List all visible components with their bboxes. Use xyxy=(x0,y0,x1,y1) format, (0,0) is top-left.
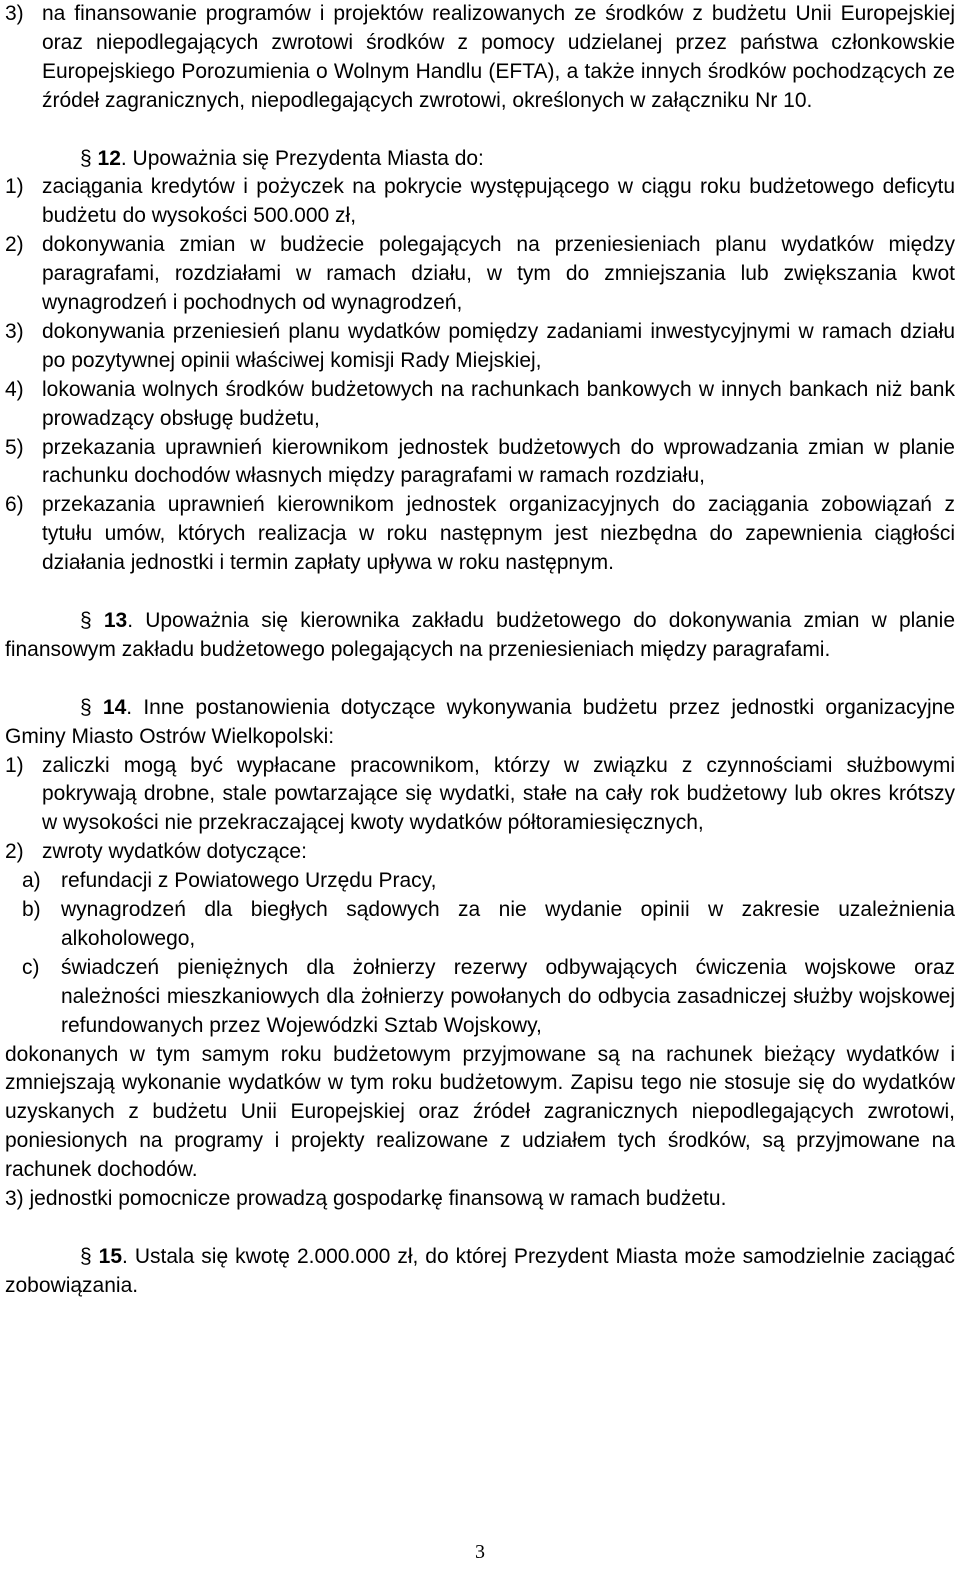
list-item xyxy=(5,231,955,318)
subitem-letter: b) xyxy=(22,898,41,922)
item-number: 6) xyxy=(5,493,24,517)
section-intro: . Upoważnia się Prezydenta Miasta do: xyxy=(120,146,484,170)
item-number: 3) xyxy=(5,2,24,25)
section-number: 12 xyxy=(97,146,121,170)
item-text: lokowania wolnych środków budżetowych na rachunkach bankowych w innych bankach niż bank prowadzący obsługę budżetu, xyxy=(42,377,955,430)
section-mark: § xyxy=(80,609,104,632)
subitem-letter: c) xyxy=(22,955,40,979)
item-number: 2) xyxy=(5,840,24,864)
item-text: zaciągania kredytów i pożyczek na pokrycie występującego w ciągu roku budżetowego deficytu budżetu do wysokości 500.000 zł, xyxy=(42,175,955,228)
subitem-text: refundacji z Powiatowego Urzędu Pracy, xyxy=(61,869,437,893)
list-item xyxy=(5,0,955,116)
section-13-paragraph xyxy=(5,607,955,665)
section-14-item-3: 3) jednostki pomocnicze prowadzą gospodarkę finansową w ramach budżetu. xyxy=(5,1187,727,1211)
item-number: 5) xyxy=(5,435,24,459)
item-number: 1) xyxy=(5,175,24,199)
section-mark: § xyxy=(80,695,103,719)
subitem-text: wynagrodzeń dla biegłych sądowych za nie wydanie opinii w zakresie uzależnienia alkoholowego, xyxy=(61,898,955,950)
section-text: . Upoważnia się kierownika zakładu budżetowego do dokonywania zmian w planie finansowym zakładu budżetowego polegających na przeniesieniach między paragrafami. xyxy=(5,609,955,661)
list-item xyxy=(5,491,955,578)
section-mark: § xyxy=(80,1244,99,1268)
list-item xyxy=(5,434,955,492)
sub-list-item xyxy=(22,867,955,896)
sub-list-item xyxy=(22,954,955,1041)
section-text: . Ustala się kwotę 2.000.000 zł, do której Prezydent Miasta może samodzielnie zaciągać zobowiązania. xyxy=(5,1244,955,1297)
item-text: przekazania uprawnień kierownikom jednostek organizacyjnych do zaciągania zobowiązań z tytułu umów, których realizacja w roku następnym jest niezbędna do zapewnienia ciągłości działania jednostki i termin zapłaty upływa w roku następnym. xyxy=(42,493,955,575)
section-intro: . Inne postanowienia dotyczące wykonywania budżetu przez jednostki organizacyjne Gminy Miasto Ostrów Wielkopolski: xyxy=(5,695,955,748)
item-number: 1) xyxy=(5,753,24,777)
section-mark: § xyxy=(80,146,98,170)
list-item xyxy=(5,752,955,839)
page-number: 3 xyxy=(475,1541,485,1563)
item-text: przekazania uprawnień kierownikom jednostek budżetowych do wprowadzania zmian w planie rachunku dochodów własnych między paragrafami w ramach rozdziału, xyxy=(42,435,955,488)
item-number: 4) xyxy=(5,377,24,401)
item-text: dokonywania przeniesień planu wydatków pomiędzy zadaniami inwestycyjnymi w ramach działu po pozytywnej opinii właściwej komisji Rady Miejskiej, xyxy=(42,319,955,372)
subitem-letter: a) xyxy=(22,869,41,893)
item-number: 3) xyxy=(5,319,24,343)
sub-list-item xyxy=(22,896,955,954)
section-number: 15 xyxy=(98,1244,123,1268)
section-14-heading xyxy=(5,694,955,752)
item-text: zaliczki mogą być wypłacane pracownikom, którzy w związku z czynnościami służbowymi pokrywają drobne, stale powtarzające się wydatki, stałe na cały rok budżetowy lub okres krótszy w wysokości nie przekraczającej kwoty wydatków półtoramiesięcznych, xyxy=(42,753,955,835)
section-15-paragraph xyxy=(5,1243,955,1301)
item-text: na finansowanie programów i projektów realizowanych ze środków z budżetu Unii Europejskiej oraz niepodlegających zwrotowi środków z pomocy udzielanej przez państwa członkowskie Europejskiego Porozumienia o Wolnym Handlu (EFTA), a także innych środków pochodzących ze źródeł zagranicznych, niepodlegających zwrotowi, określonych w załączniku Nr 10. xyxy=(42,2,955,112)
subitem-text: świadczeń pieniężnych dla żołnierzy rezerwy odbywających ćwiczenia wojskowe oraz należności mieszkaniowych dla żołnierzy powołanych do odbycia zasadniczej służby wojskowej refundowanych przez Wojewódzki Sztab Wojskowy, xyxy=(61,955,955,1037)
section-14-closing: dokonanych w tym samym roku budżetowym przyjmowane są na rachunek bieżący wydatków i zmniejszają wykonanie wydatków w tym roku budżetowym. Zapisu tego nie stosuje się do wydatków uzyskanych z budżetu Unii Europejskiej oraz źródeł zagranicznych niepodlegających zwrotowi, poniesionych na programy i projekty realizowane z udziałem tych środków, są przyjmowane na rachunek dochodów. xyxy=(5,1042,955,1182)
section-number: 13 xyxy=(103,609,128,632)
item-text: dokonywania zmian w budżecie polegających na przeniesieniach planu wydatków między paragrafami, rozdziałami w ramach działu, w tym do zmniejszania lub zwiększania kwot wynagrodzeń i pochodnych od wynagrodzeń, xyxy=(42,233,955,315)
document-page xyxy=(5,0,955,1301)
list-item xyxy=(5,838,955,867)
section-number: 14 xyxy=(102,695,127,719)
section-12-list xyxy=(5,173,955,578)
item-number: 2) xyxy=(5,233,24,257)
item-text: zwroty wydatków dotyczące: xyxy=(42,840,307,864)
list-item xyxy=(5,318,955,376)
list-item xyxy=(5,376,955,434)
section-12-heading xyxy=(5,145,955,174)
list-item xyxy=(5,173,955,231)
